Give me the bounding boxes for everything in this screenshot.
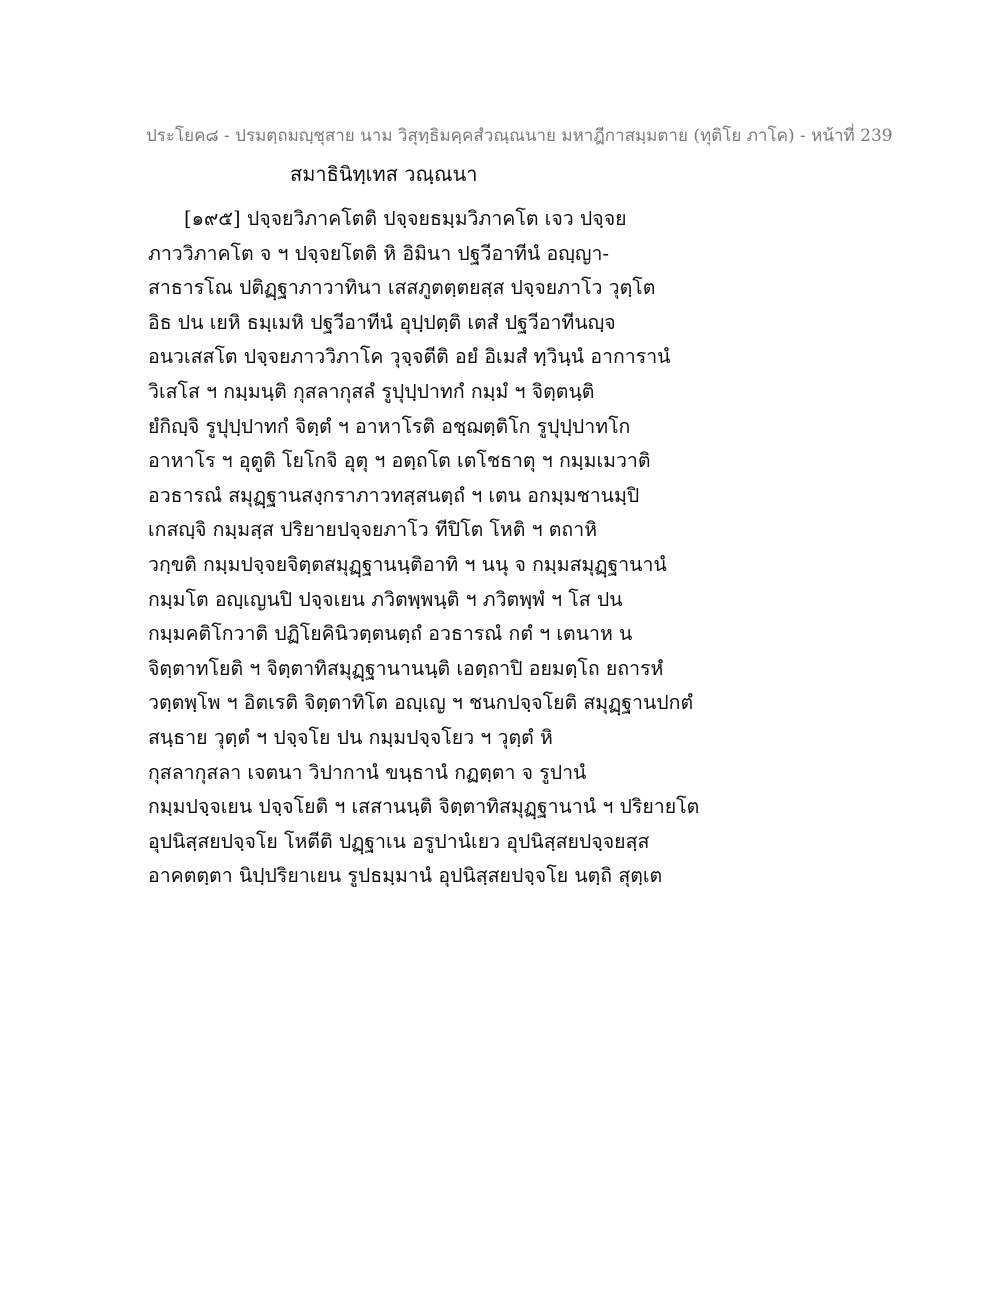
paragraph-line: กมฺมปจฺจเยน ปจฺจโยติ ฯ เสสานนฺติ จิตฺตาทิสมุฏฺฐานานํ ฯ ปริยายโต [148,795,700,819]
paragraph-line: วิเสโส ฯ กมฺมนฺติ กุสลากุสลํ รูปุปฺปาทกํ กมฺมํ ฯ จิตฺตนฺติ [148,379,595,403]
paragraph-line: อวธารณํ สมุฏฺฐานสงฺกราภาวทสฺสนตฺถํ ฯ เตน อกมฺมชานมฺปิ [148,483,640,507]
paragraph-line: อนวเสสโต ปจฺจยภาววิภาโค วุจฺจตีติ อยํ อิเมสํ ทฺวินฺนํ อาการานํ [148,345,671,369]
section-title: สมาธินิทฺเทส วณฺณนา [290,162,478,186]
body-text [148,202,708,894]
paragraph-line: อาคตตฺตา นิปฺปริยาเยน รูปธมฺมานํ อุปนิสฺสยปจฺจโย นตฺถิ สุตฺเต [148,864,663,888]
paragraph-line: เกสญฺจิ กมฺมสฺส ปริยายปจฺจยภาโว ทีปิโต โหติ ฯ ตถาหิ [148,518,598,542]
paragraph-line: วกฺขติ กมฺมปจฺจยจิตฺตสมุฏฺฐานนฺติอาทิ ฯ นนุ จ กมฺมสมุฏฺฐานานํ [148,552,667,576]
paragraph-line: จิตฺตาทโยติ ฯ จิตฺตาทิสมุฏฺฐานานนฺติ เอตฺถาปิ อยมตฺโถ ยถารหํ [148,656,664,680]
running-header: ประโยค๘ - ปรมตฺถมญฺชุสาย นาม วิสุทฺธิมคฺคสํวณฺณนาย มหาฎีกาสมฺมตาย (ทุติโย ภาโค) - หน้าที่ 239 [146,126,893,146]
paragraph-line: อาหาโร ฯ อุตูติ โยโกจิ อุตุ ฯ อตฺถโต เตโชธาตุ ฯ กมฺมเมวาติ [148,449,651,473]
paragraph-line: [๑๙๕] ปจฺจยวิภาคโตติ ปจฺจยธมฺมวิภาคโต เจว ปจฺจย [184,207,627,230]
paragraph-line: ยํกิญฺจิ รูปุปฺปาทกํ จิตฺตํ ฯ อาหาโรติ อชฺฌตฺติโก รูปุปฺปาทโก [148,414,631,438]
paragraph-line: อุปนิสฺสยปจฺจโย โหตีติ ปฏฺฐาเน อรูปานํเยว อุปนิสฺสยปจฺจยสฺส [148,829,650,853]
paragraph-line: สาธารโณ ปติฏฺฐาภาวาทินา เสสภูตตฺตยสฺส ปจฺจยภาโว วุตฺโต [148,276,656,300]
paragraph-line: อิธ ปน เยหิ ธมฺเมหิ ปฐวีอาทีนํ อุปฺปตฺติ เตสํ ปฐวีอาทีนญฺจ [148,310,616,334]
paragraph-line: ภาววิภาคโต จ ฯ ปจฺจยโตติ หิ อิมินา ปฐวีอาทีนํ อญฺญา- [148,241,610,265]
paragraph-line: กมฺมคติโกวาติ ปฏิโยคินิวตฺตนตฺถํ อวธารณํ กตํ ฯ เตนาห น [148,622,633,646]
paragraph-line: กุสลากุสลา เจตนา วิปากานํ ขนฺธานํ กฏตฺตา จ รูปานํ [148,760,587,784]
paragraph-line: กมฺมโต อญฺเญนปิ ปจฺจเยน ภวิตพฺพนฺติ ฯ ภวิตพฺพํ ฯ โส ปน [148,587,623,611]
paragraph-line: วตฺตพฺโพ ฯ อิตเรติ จิตฺตาทิโต อญฺเญ ฯ ชนกปจฺจโยติ สมุฏฺฐานปกตํ [148,691,694,715]
paragraph-line: สนฺธาย วุตฺตํ ฯ ปจฺจโย ปน กมฺมปจฺจโยว ฯ วุตฺตํ หิ [148,725,553,749]
